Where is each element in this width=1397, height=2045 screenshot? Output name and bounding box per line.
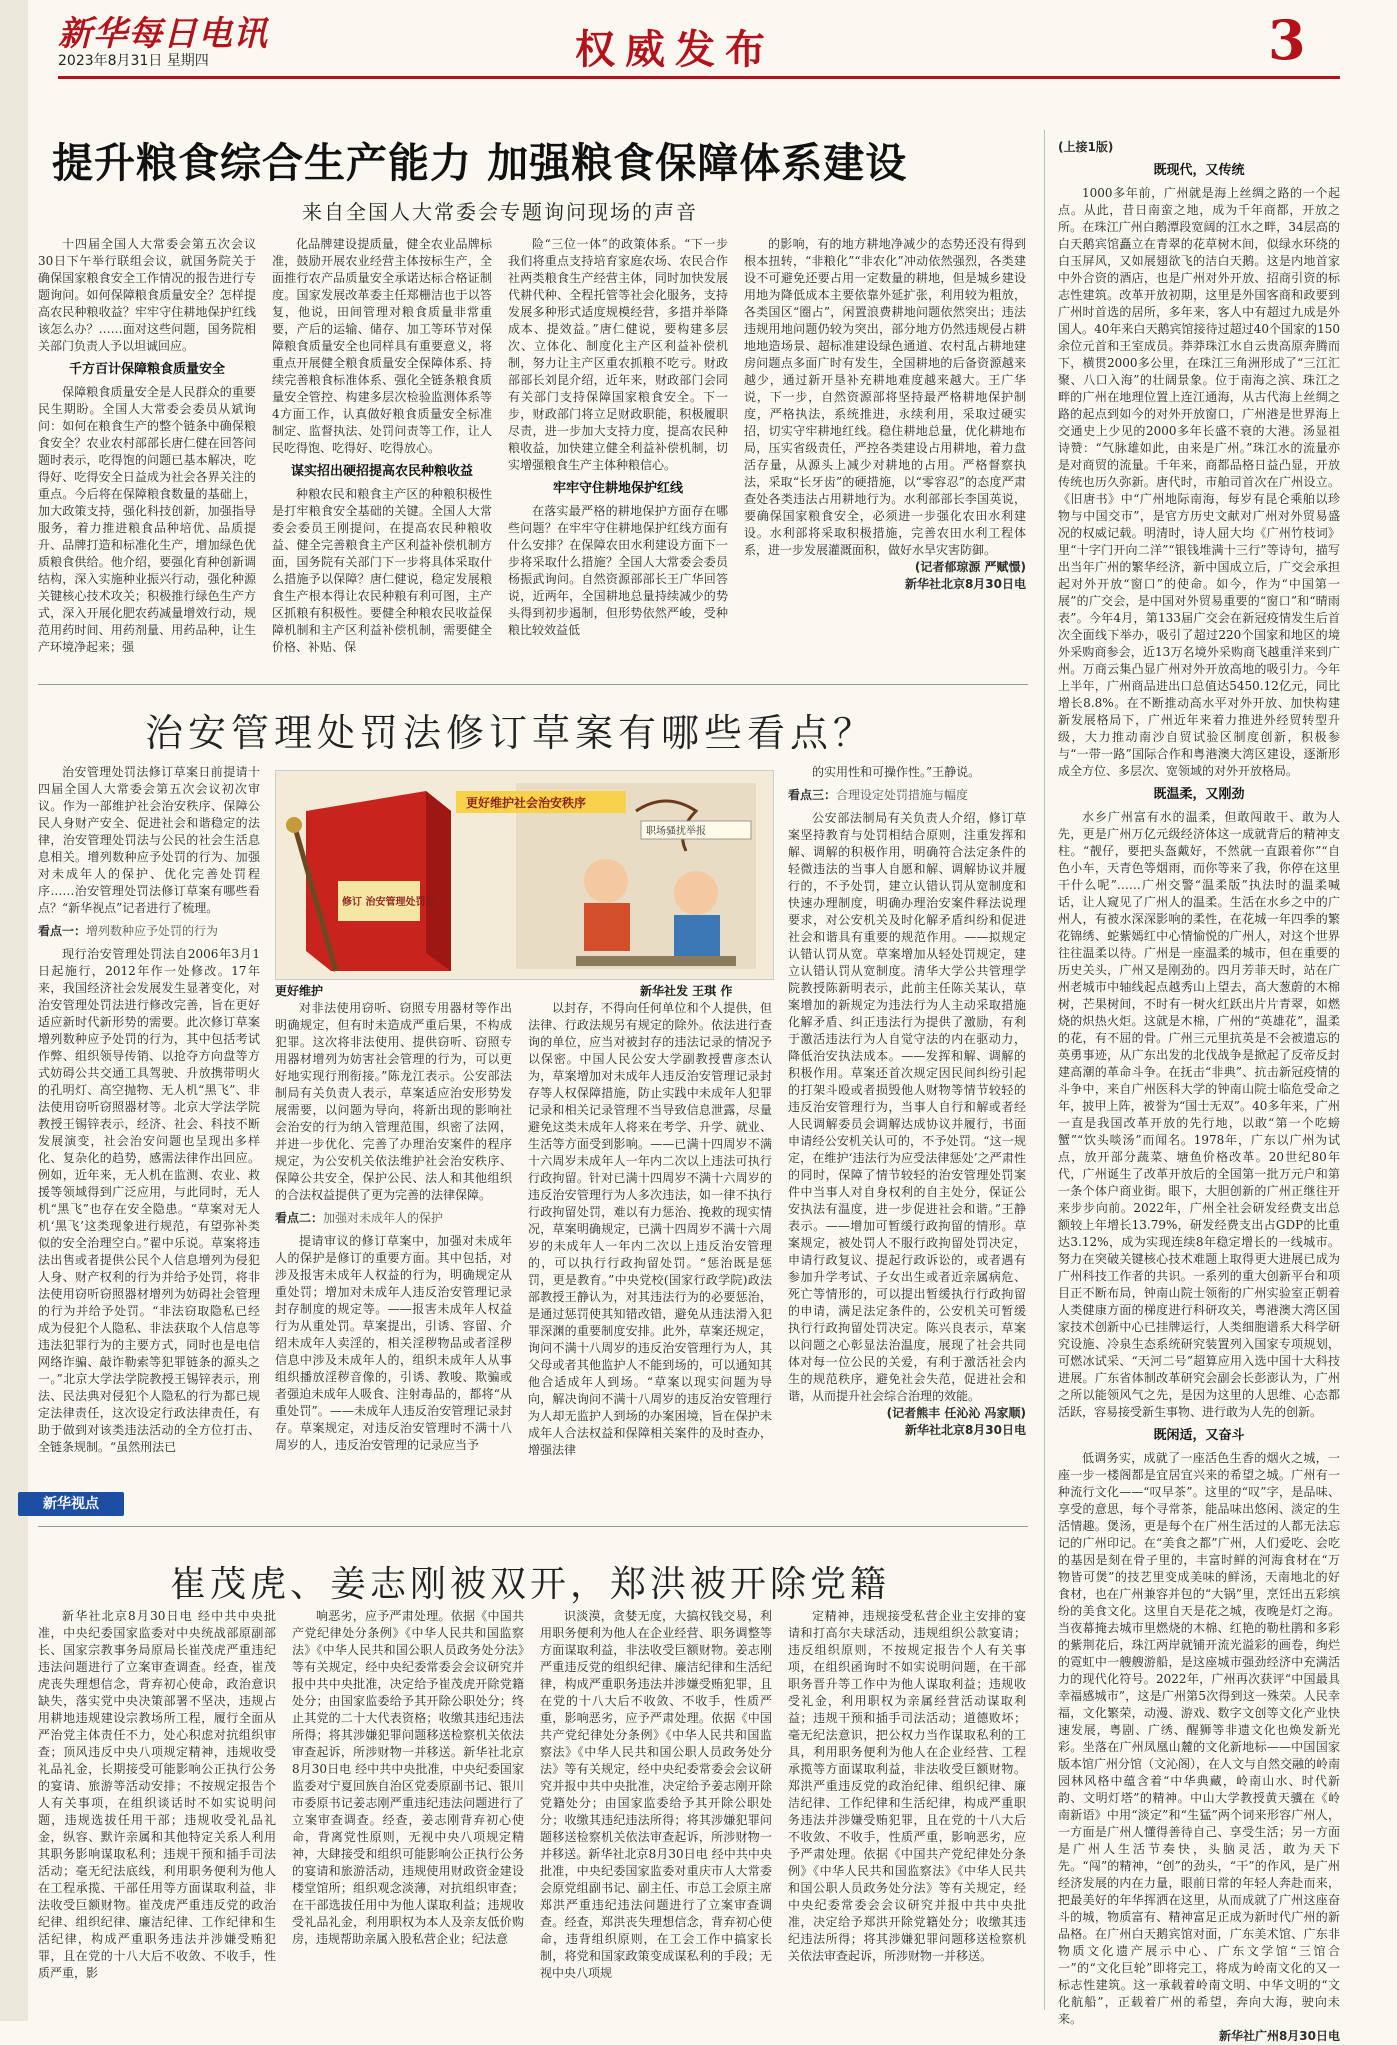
paragraph: 的实用性和可操作性。”王静说。 xyxy=(812,765,981,779)
paragraph: 险“三位一体”的政策体系。“下一步我们将重点支持培育家庭农场、农民合作社两类粮食生产经营主体，同时加快发展代耕代种、全程托管等社会化服务，支持发展多种形式适度规模经营，多措并举降成本、提效益。”唐仁健说，要构建多层次、立体化、制度化主产区利益补偿机制，努力让主产区重农抓粮不吃亏。财政部部长刘昆介绍，近年来，财政部门会同有关部门支持保障国家粮食安全。下一步，财政部门将立足财政职能，积极履职尽责，进一步加大支持力度，提高农民种粮收益，加快建立健全利益补偿机制，切实增强粮食生产主体种粮信心。 xyxy=(508,237,728,472)
paragraph: 公安部法制局有关负责人介绍，修订草案坚持教育与处罚相结合原则，注重发挥和解、调解的积极作用，明确符合法定条件的轻微违法的当事人自愿和解、调解协议并履行的，不予处罚，建立认错认罚从宽制度和快速办理制度，明确办理治安案件释法说理要求，对公安机关及时化解矛盾纠纷和促进社会和谐具有重要的规范作用。——拟规定认错认罚从宽。草案增加从轻处罚规定，建立认错认罚从宽制度。清华大学公共管理学院教授陈新明表示，此前主任陈关某认，草案增加的新规定为违法行为人主动采取措施化解矛盾、纠正违法行为提供了激励，有利于激活违法行为人自觉守法的内在驱动力，降低治安执法成本。——发挥和解、调解的积极作用。草案还首次规定因民间纠纷引起的打架斗殴或者损毁他人财物等情节较轻的违反治安管理行为，当事人自行和解或者经人民调解委员会调解达成协议并履行，书面申请经公安机关认可的，不予处罚。“这一规定，在维护‘违法行为应受法律惩处’之严肃性的同时，保障了情节较轻的治安管理处罚案件中当事人对自身权利的自主处分，保证公安执法有温度，进一步促进社会和谐。”王静表示。——增加可暂缓行政拘留的情形。草案规定，被处罚人不服行政拘留处罚决定，申请行政复议、提起行政诉讼的，或者遇有参加升学考试、子女出生或者近亲属病危、死亡等情形的，可以提出暂缓执行行政拘留的申请，满足法定条件的，公安机关可暂缓执行行政拘留处罚决定。陈兴良表示，草案以问题之心彰显法治温度，展现了社会共同体对每一位公民的关爱，有利于激活社会内生的规范秩序，避免社会失范，促进社会和谐，从而提升社会综合治理的效能。 xyxy=(788,811,1026,1403)
illustration-credit: 新华社发 王琪 作 xyxy=(640,984,733,998)
article3-column-1 xyxy=(38,1608,276,2012)
section-heading: 既温柔，又刚劲 xyxy=(1153,787,1245,802)
headline-grain: 提升粮食综合生产能力 加强粮食保障体系建设 xyxy=(52,139,908,187)
section-heading: 千方百计保障粮食质量安全 xyxy=(68,362,225,377)
column-divider xyxy=(1044,130,1045,2010)
paragraph: 治安管理处罚法修订草案日前提请十四届全国人大常委会第五次会议初次审议。作为一部维护社会治安秩序、保障公民人身财产安全、促进社会和谐稳定的法律，治安管理处罚法与公民的社会生活息息相关。增列数种应予处罚的行为、加强对未成年人的保护、优化完善处罚程序……治安管理处罚法修订草案有哪些看点？“新华视点”记者进行了梳理。 xyxy=(38,765,260,915)
xinhua-viewpoint-badge: 新华视点 xyxy=(18,1492,124,1516)
illustration-book-title: 修订 治安管理处罚法 xyxy=(342,897,436,908)
dateline: 新华社北京8月30日电 xyxy=(904,1423,1026,1437)
article2-column-3 xyxy=(528,1000,772,1512)
masthead-rule xyxy=(58,76,1340,79)
illustration-caption: 更好维护 xyxy=(275,984,324,998)
article1-column-1 xyxy=(38,236,256,676)
paragraph: 在落实最严格的耕地保护方面存在哪些问题？在牢牢守住耕地保护红线方面有什么安排？在保障农田水利建设方面下一步将采取什么措施？全国人大常委会委员杨振武询问。自然资源部部长王广华回答说，近两年，全国耕地总量持续减少的势头得到初步遏制，但形势依然严峻，受种粮比较效益低 xyxy=(508,504,728,637)
key-point-text: 增列数种应予处罚的行为 xyxy=(86,924,219,938)
article3-column-3 xyxy=(540,1608,772,2012)
newspaper-logo: 新华每日电讯 xyxy=(58,14,268,54)
section-heading: 既现代，又传统 xyxy=(1153,163,1245,178)
issue-date: 2023年8月31日 星期四 xyxy=(58,53,209,69)
paragraph: 对非法使用窃听、窃照专用器材等作出明确规定，但有时未造成严重后果，不构成犯罪。这次将非法使用、提供窃听、窃照专用器材增列为妨害社会管理的行为，可以更好地实现行刑衔接。”陈龙江表示。公安部法制局有关负责人表示，草案适应治安形势发展需要，以问题为导向，将新出现的影响社会治安的行为纳入管理范围，织密了法网，并进一步优化、完善了办理治安案件的程序规定，为公安机关依法维护社会治安秩序、保障公共安全，保护公民、法人和其他组织的合法权益提供了更为完善的法律保障。 xyxy=(275,1001,512,1202)
paragraph: 响恶劣，应予严肃处理。依据《中国共产党纪律处分条例》《中华人民共和国监察法》《中华人民共和国公职人员政务处分法》等有关规定，经中央纪委常委会会议研究并报中共中央批准，决定给予崔茂虎开除党籍处分；由国家监委给予其开除公职处分；终止其党的二十大代表资格；收缴其违纪违法所得；将其涉嫌犯罪问题移送检察机关依法审查起诉，所涉财物一并移送。新华社北京8月30日电 经中共中央批准，中央纪委国家监委对宁夏回族自治区党委原副书记、银川市委原书记姜志刚严重违纪违法问题进行了立案审查调查。经查，姜志刚背弃初心使命，背离党性原则，无视中央八项规定精神，大肆接受和组织可能影响公正执行公务的宴请和旅游活动，违规使用财政资金建设楼堂馆所；组织观念淡薄，对抗组织审查；在干部选拔任用中为他人谋取利益；违规收受礼品礼金，利用职权为本人及亲友低价购房，违规帮助亲属入股私营企业；纪法意 xyxy=(292,1609,524,1946)
section-heading: 牢牢守住耕地保护红线 xyxy=(552,481,683,496)
illustration-banner: 更好维护社会治安秩序 xyxy=(466,796,587,810)
article1-column-4 xyxy=(744,236,1026,678)
article2-column-1 xyxy=(38,764,260,1504)
divider xyxy=(38,684,1028,685)
key-point-label: 看点一： xyxy=(38,924,87,938)
key-point-1 xyxy=(38,923,260,940)
paragraph: 定精神，违规接受私营企业主安排的宴请和打高尔夫球活动，违规组织公款宴请；违反组织原则，不按规定报告个人有关事项，在组织函询时不如实说明问题，在干部职务晋升等工作中为他人谋取利益；违规收受礼金，利用职权为亲属经营活动谋取利益；违规干预和插手司法活动；道德败坏；毫无纪法意识，把公权力当作谋取私利的工具，利用职务便利为他人在企业经营、工程承揽等方面谋取利益，非法收受巨额财物。郑洪严重违反党的政治纪律、组织纪律、廉洁纪律、工作纪律和生活纪律，构成严重职务违法并涉嫌受贿犯罪，且在党的十八大后不收敛、不收手，性质严重，影响恶劣，应予严肃处理。依据《中国共产党纪律处分条例》《中华人民共和国监察法》《中华人民共和国公职人员政务处分法》等有关规定，经中央纪委常委会会议研究并报中共中央批准，决定给予郑洪开除党籍处分；收缴其违纪违法所得；将其涉嫌犯罪问题移送检察机关依法审查起诉，所涉财物一并移送。 xyxy=(788,1609,1026,1963)
paragraph: 水乡广州富有水的温柔，但敢闯敢干、敢为人先，更是广州万亿元级经济体这一成就背后的精神支柱。“靓仔，要把头盔戴好，不然就一直跟着你”“自色小车，天青色等烟雨，而你等来了我，你停在这里干什么呢”……广州交警“温柔版”执法时的温柔喊话，让人窥见了广州人的温柔。生活在水乡之中的广州人，有被水深深影响的柔性，在花城一年四季的繁花锦绣、蛇紫嫣红中心情愉悦的广州人，对这个世界往往温柔以待。广州是一座温柔的城市，但在重要的历史关头，广州又是刚劲的。四月芳菲天时，站在广州老城市中轴线起点越秀山上望去，高大葱蔚的木棉树，芒果树间，不时有一树火红跃出片片青翠，如燃烧的炽热火炬。这就是木棉，广州的“英雄花”，温柔的花，有不屈的骨。广州三元里抗英是不会被遗忘的英勇事迹，从广东出发的北伐战争是掀起了反帝反封建高潮的革命斗争。在抚击“非典”、抗击新冠疫情的斗争中，来自广州医科大学的钟南山院士临危受命之年，披甲上阵，被誉为“国士无双”。40多年来，广州一直是我国改革开放的先行地，以敢“第一个吃螃蟹”“饮头啖汤”而闻名。1978年，广东以广州为试点，放开部分蔬菜、塘鱼价格改革。20世纪80年代，广州诞生了改革开放后的全国第一批万元户和第一条个体户商业街。眼下，大胆创新的广州正继往开来步步向前。2022年，广州全社会研发经费支出总额较上年增长13.79%，研发经费支出占GDP的比重达3.12%，成为实现连续8年稳定增长的一线城市。努力在突破关键核心技术难题上取得更大进展已成为广州科技工作者的共识。一系列的重大创新平台和项目正不断布局，钟南山院士领衔的广州实验室正朝着人类健康方面的梯度进行科研攻关，粤港澳大湾区国家技术创新中心已挂牌运行，人类细胞谱系大科学研究设施、冷泉生态系统研究装置列入国家专项规划，可燃冰试采、“天河二号”超算应用入选中国十大科技进展。广东省体制改革研究会副会长彭澎认为，广州之所以能领风气之先，是因为这里的人思维、心态都活跃，容易接受新生事物、进行敢为人先的创新。 xyxy=(1058,810,1340,1419)
key-point-text: 加强对未成年人的保护 xyxy=(323,1211,444,1225)
paragraph: 识淡漠，贪婪无度，大搞权钱交易，利用职务便利为他人在企业经营、职务调整等方面谋取利益，非法收受巨额财物。姜志刚严重违反党的组织纪律、廉洁纪律和生活纪律，构成严重职务违法并涉嫌受贿犯罪，且在党的十八大后不收敛、不收手，性质严重，影响恶劣，应予严肃处理。依据《中国共产党纪律处分条例》《中华人民共和国监察法》《中华人民共和国公职人员政务处分法》等有关规定，经中央纪委常委会会议研究并报中共中央批准，决定给予姜志刚开除党籍处分；由国家监委给予其开除公职处分；收缴其违纪违法所得；将其涉嫌犯罪问题移送检察机关依法审查起诉，所涉财物一并移送。新华社北京8月30日电 经中共中央批准，中央纪委国家监委对重庆市人大常委会原党组副书记、副主任、市总工会原主席郑洪严重违纪违法问题进行了立案审查调查。经查，郑洪丧失理想信念，背弃初心使命，违背组织原则，在工会工作中搞家长制，将党和国家政策变成谋私利的手段；无视中央八项规 xyxy=(540,1609,772,1980)
headline-discipline: 崔茂虎、姜志刚被双开，郑洪被开除党籍 xyxy=(170,1564,891,1605)
article1-column-2 xyxy=(272,236,492,676)
cartoon-illustration xyxy=(276,771,773,979)
article3-column-2 xyxy=(292,1608,524,2012)
paragraph: 以封存，不得向任何单位和个人提供，但法律、行政法规另有规定的除外。依法进行查询的单位，应当对被封存的违法记录的情况予以保密。中国人民公安大学副教授曹彦杰认为，草案增加对未成年人违反治安管理记录封存等人权保障措施，防止实践中未成年人犯罪记录和相关记录管理不当导致信息泄露，尽量避免这类未成年人将来在考学、升学、就业、生活等方面受到影响。——已满十四周岁不满十六周岁未成年人一年内二次以上违法可执行行政拘留。针对已满十四周岁不满十六周岁的违反治安管理行为人多次违法，如一律不执行行政拘留处罚，难以有力惩治、挽救的现实情况，草案明确规定，已满十四周岁不满十六周岁的未成年人一年内二次以上违反治安管理的，可以执行行政拘留处罚。“惩治既是惩罚，更是教育。”中央党校(国家行政学院)政法部教授王静认为，对其违法行为的必要惩治，是通过惩罚使其知错改错，避免从违法滑入犯罪深渊的重要制度安排。此外，草案还规定，询问不满十八周岁的违反治安管理行为人，其父母或者其他监护人不能到场的，可以通知其他合适成年人到场。“草案以现实问题为导向，解决询问不满十八周岁的违反治安管理行为人却无监护人到场的办案困境，旨在保护未成年人合法权益和保障相关案件的及时查办，增强法律 xyxy=(528,1001,772,1457)
key-point-label: 看点三： xyxy=(788,788,837,802)
continued-note: (上接1版) xyxy=(1058,140,1114,154)
section-title: 权威发布 xyxy=(575,26,775,73)
subheadline-grain: 来自全国人大常委会专题询问现场的声音 xyxy=(302,200,698,224)
paragraph: 提请审议的修订草案中，加强对未成年人的保护是修订的重要方面。其中包括，对涉及报害未成年人权益的行为，明确规定从重处罚；增加对未成年人违反治安管理记录封存制度的规定等。——报害未成年人权益行为从重处罚。草案提出，引诱、容留、介绍未成年人卖淫的，相关淫秽物品或者淫秽信息中涉及未成年人的，组织未成年人从事组织播放淫秽音像的，引诱、教唆、欺骗或者强迫未成年人吸食、注射毒品的，都将“从重处罚”。——未成年人违反治安管理记录封存。草案规定，对违反治安管理时不满十八周岁的人，违反治安管理的记录应当予 xyxy=(275,1234,512,1452)
key-point-3 xyxy=(788,787,1026,804)
page-number: 3 xyxy=(1268,8,1306,72)
key-point-label: 看点二： xyxy=(275,1211,324,1225)
article1-column-3 xyxy=(508,236,728,676)
paragraph: 化品牌建设提质量，健全农业品牌标准，鼓励开展农业经营主体按标生产，全面推行农产品质量安全承诺达标合格证制度。国家发展改革委主任郑栅洁也于以答复，他说，田间管理对粮食质量非常重要，产后的运输、储存、加工等环节对保障粮食质量安全也同样具有重要意义，将重点开展健全粮食质量安全保障体系、持续完善粮食标准体系、强化全链条粮食质量安全管控、构建多层次检验监测体系等4方面工作，认真做好粮食质量安全标准制定、监督执法、处罚问责等工作，让人民吃得饱、吃得好、吃得放心。 xyxy=(272,237,492,455)
paragraph: 1000多年前，广州就是海上丝绸之路的一个起点。从此，昔日南蛮之地，成为千年商都，开放之所。在珠江广州白鹅潭段宽阔的江水之畔，34层高的白天鹅宾馆矗立在青翠的花草树木间，似绿水环绕的白玉屏风，又如展翅欲飞的洁白天鹅。这是内地首家中外合资的酒店，也是广州对外开放、招商引资的标志性建筑。改革开放初期，这里是外国客商和政要到广州时首选的居所，多年来，客人中有超过九成是外国人。40年来白天鹅宾馆接待过超过40个国家的150余位元首和王室成员。莽莽珠江水自云贵高原奔腾而下，横贯2000多公里，在珠江三角洲形成了“三江汇聚、八口入海”的壮阔景象。位于南海之滨、珠江之畔的广州在地理位置上连江通海，从古代海上丝绸之路的起点到如今的对外开放窗口，广州港是世界海上交通史上少见的2000多年长盛不衰的大港。汤显祖诗赞：“气脉雄如此，由来是广州。”珠江水的流量亦是对商贸的流量。千年来，商都品格日益凸显，开放传统也历久弥新。唐代时，市舶司首次在广州设立。《旧唐书》中“广州地际南海，每岁有昆仑乘舶以珍物与中国交市”，是官方历史文献对广州对外贸易盛况的权威记载。明清时，诗人屈大均《广州竹枝词》里“十字门开向二洋”“银钱堆满十三行”等诗句，描写出当年广州的繁华经济，新中国成立后，广交会承担起对外开放“窗口”的使命。如今，作为“中国第一展”的广交会，是中国对外贸易重要的“窗口”和“晴雨表”。今年4月，第133届广交会在新冠疫情发生后首次全面线下举办，吸引了超过220个国家和地区的境外采购商参会，近13万名境外采购商飞越重洋来到广州。万商云集凸显广州对外开放高地的吸引力。今年上半年，广州商品进出口总值达5450.12亿元，同比增长8.8%。在不断推动高水平对外开放、加快构建新发展格局下，广州近年来着力推进外经贸转型升级，大力推动南沙自贸试验区制度创新，积极参与“一带一路”国际合作和粤港澳大湾区建设，逐渐形成全方位、多层次、宽领域的对外开放格局。 xyxy=(1058,186,1340,778)
key-point-2 xyxy=(275,1210,512,1227)
paragraph: 保障粮食质量安全是人民群众的重要民生期盼。全国人大常委会委员从斌询问：如何在粮食生产的整个链条中确保粮食安全？农业农村部部长唐仁健在回答问题时表示，吃得饱的问题已基本解决，吃得好、吃得安全日益成为社会各界关注的重点。今后将在保障粮食数量的基础上，加大政策支持，强化科技创新，加强指导服务，着力推进粮食品种培优、品质提升、品牌打造和标准化生产，增加绿色优质粮食供给。他介绍，要强化育种创新调结构，深入实施种业振兴行动，强化种源关键核心技术攻关；积极推行绿色生产方式，深入开展化肥农药减量增效行动，规范用药时间、用药剂量、用药品种，让生产环境净起来；强 xyxy=(38,385,256,654)
paragraph: 种粮农民和粮食主产区的种粮积极性是打牢粮食安全基础的关键。全国人大常委会委员王刚提问，在提高农民种粮收益、健全完善粮食主产区利益补偿机制方面，国务院有关部门下一步将具体采取什么措施予以保障？唐仁健说，稳定发展粮食生产根本得让农民种粮有利可图，主产区抓粮有积极性。要健全种粮农民收益保障机制和主产区利益补偿机制，需要健全价格、补贴、保 xyxy=(272,487,492,654)
headline-public-security: 治安管理处罚法修订草案有哪些看点？ xyxy=(145,711,877,755)
byline: (记者郁琼源 严赋憬) xyxy=(914,560,1026,574)
key-point-text: 合理设定处罚措施与幅度 xyxy=(836,788,969,802)
illustration-scroll-label: 职场骚扰举报 xyxy=(646,826,706,837)
divider xyxy=(38,1526,1028,1527)
article2-column-4 xyxy=(788,764,1026,1512)
dateline: 新华社广州8月30日电 xyxy=(1218,2029,1340,2043)
dateline: 新华社北京8月30日电 xyxy=(904,577,1026,591)
byline: (记者熊丰 任沁沁 冯家顺) xyxy=(886,1406,1026,1420)
paragraph: 十四届全国人大常委会第五次会议30日下午举行联组会议，就国务院关于确保国家粮食安全工作情况的报告进行专题询问。如何保障粮食质量安全？怎样提高农民种粮收益？牢牢守住耕地保护红线该怎么办？……面对这些问题，国务院相关部门负责人予以坦诚回应。 xyxy=(38,237,256,353)
paragraph: 低调务实，成就了一座活色生香的烟火之城，一座一步一楼阁都是宜居宜兴来的希望之城。广州有一种流行文化——“叹早茶”。这里的“叹”字，是品味、享受的意思，每个寻常茶，能品味出悠闲、淡定的生活情趣。煲汤，更是每个在广州生活过的人都无法忘记的广州印记。在“美食之都”广州，人们爱吃、会吃的基因是刻在骨子里的，丰富时鲜的河海食材在“万物皆可煲”的技艺里变成美味的鲜汤，天南地北的好食材，也在广州兼容并包的“大锅”里，烹饪出五彩缤纷的美食文化。这里自天是花之城，夜晚是灯之海。当夜幕掩去城市里燃烧的木棉、红艳的勒杜鹃和多彩的紫荆花后，珠江两岸就铺开流光溢彩的画卷，绚烂的霓虹中一艘艘游船，是这座城市强劲经济中充满活力的现代化符号。2022年，广州再次获评“中国最具幸福感城市”，这是广州第5次得到这一殊荣。人民幸福，文化繁荣，动漫、游戏、数字文创等文化产业快速发展，粤剧、广绣、醒狮等非遗文化也焕发新光彩。坐落在广州凤凰山麓的文化新地标——中国国家版本馆广州分馆（文沁阁），在人文与自然交融的岭南园林风格中蕴含着“中华典藏，岭南山水、时代新韵、文明灯塔”的精神。中山大学教授黄天骥在《岭南新语》中用“淡定”和“生猛”两个词来形容广州人，一方面是广州人懂得善待自己、享受生活；另一方面是广州人生活节奏快，头脑灵活，敢为天下先。“闯”的精神，“创”的劲头，“干”的作风，是广州经济发展的内在力量，眼前日常的年轻人奔赴而来，把最美好的年华挥洒在这里，从而成就了广州这座奋斗的城，物质富有、精神富足正成为新时代广州的新品格。在广州白天鹅宾馆对面，广东美术馆、广东非物质文化遗产展示中心、广东文学馆“三馆合一”的“文化巨轮”即将完工，将成为岭南文化的又一标志性建筑。这一承载着岭南文明、中华文明的“文化航船”，正载着广州的希望，奔向大海，驶向未来。 xyxy=(1058,1451,1341,2026)
paragraph: 新华社北京8月30日电 经中共中央批准，中央纪委国家监委对中央统战部原副部长、国家宗教事务局原局长崔茂虎严重违纪违法问题进行了立案审查调查。经查，崔茂虎丧失理想信念，背弃初心使命，政治意识缺失，落实党中央决策部署不坚决，违规占用耕地违规建设宗教场所工程，履行全面从严治党主体责任不力，处心积虑对抗组织审查；顶风违反中央八项规定精神，违规收受礼品礼金，长期接受可能影响公正执行公务的宴请、旅游等活动安排；不按规定报告个人有关事项，在组织谈话时不如实说明问题，违规选拔任用干部；违规收受礼品礼金，纵容、默许亲属和其他特定关系人利用其职务影响谋取私利；违规干预和插手司法活动；毫无纪法底线，利用职务便利为他人在工程承揽、干部任用等方面谋取利益，非法收受巨额财物。崔茂虎严重违反党的政治纪律、组织纪律、廉洁纪律、工作纪律和生活纪律，构成严重职务违法并涉嫌受贿犯罪，且在党的十八大后不收敛、不收手，性质严重，影 xyxy=(38,1609,276,1980)
article2-column-2 xyxy=(275,1000,512,1512)
sidebar-guangzhou xyxy=(1058,133,1341,2043)
section-heading: 谋实招出硬招提高农民种粮收益 xyxy=(290,464,473,479)
paragraph: 的影响，有的地方耕地净减少的态势还没有得到根本扭转，“非粮化”“非农化”冲动依然强烈，各类建设不可避免还要占用一定数量的耕地，但是城乡建设用地为降低成本主要依靠外延扩张，利用较为粗放，各类国区“圈占”，闲置浪费耕地问题依然突出；违法违规用地问题仍较为突出，部分地方仍然违规侵占耕地地造场景、超标准建设绿色通道、农村乱占耕地建房问题点多面广时有发生，全国耕地的后备资源越来越少，通过新开垦补充耕地难度越来越大。王广华说，下一步，自然资源部将坚持最严格耕地保护制度，严格执法，系统推进，永续利用，采取过硬实招，切实守牢耕地红线。稳住耕地总量，优化耕地布局，压实省级责任，严控各类建设占用耕地，着力盘活存量，从源头上减少对耕地的占用。严格督察执法，采取“长牙齿”的硬措施，以“零容忍”的态度严肃查处各类违法占用耕地行为。水利部部长李国英说，要确保国家粮食安全，必须进一步强化农田水利建设。水利部将采取积极措施，完善农田水利工程体系，进一步发展灌溉面积，做好水旱灾害防御。 xyxy=(744,237,1026,557)
section-heading: 既闲适，又奋斗 xyxy=(1153,1428,1245,1443)
paragraph: 现行治安管理处罚法自2006年3月1日起施行，2012年作一处修改。17年来，我国经济社会发展发生显著变化，对治安管理处罚法进行修改完善，旨在更好适应新时代新形势的需要。此次修订草案增列数种应予处罚的行为，其中包括考试作弊、组织领导传销、以抢夺方向盘等方式妨碍公共交通工具驾驶、升放携带明火的孔明灯、高空抛物、无人机“黑飞”、非法使用窃听窃照器材等。北京大学法学院教授王锡锌表示，经济、社会、科技不断发展演变，社会治安问题也呈现出多样化、复杂化的趋势，感需法律作出回应。例如，近年来，无人机在监测、农业、救援等领域得到广泛应用，与此同时，无人机“黑飞”也存在安全隐患。“草案对无人机‘黑飞’这类现象进行规范，有望弥补类似的安全治理空白。”翟中乐说。草案将违法出售或者提供公民个人信息增列为侵犯人身、财产权利的行为并给予处罚，将非法使用窃听窃照器材增列为妨碍社会管理的行为并给予处罚。“非法窃取隐私已经成为侵犯个人隐私、非法获取个人信息等违法犯罪行为的主要方式，同时也是电信网络诈骗、敲诈勒索等犯罪链条的源头之一。”北京大学法学院教授王锡锌表示，刑法、民法典对侵犯个人隐私的行为都已规定法律责任，这次设定行政法律责任，有助于做到对该类违法活动的全方位打击、全链条规制。“虽然刑法已 xyxy=(38,947,260,1454)
article3-column-4 xyxy=(788,1608,1026,2012)
illustration xyxy=(275,770,774,980)
page-margin xyxy=(0,0,28,2021)
